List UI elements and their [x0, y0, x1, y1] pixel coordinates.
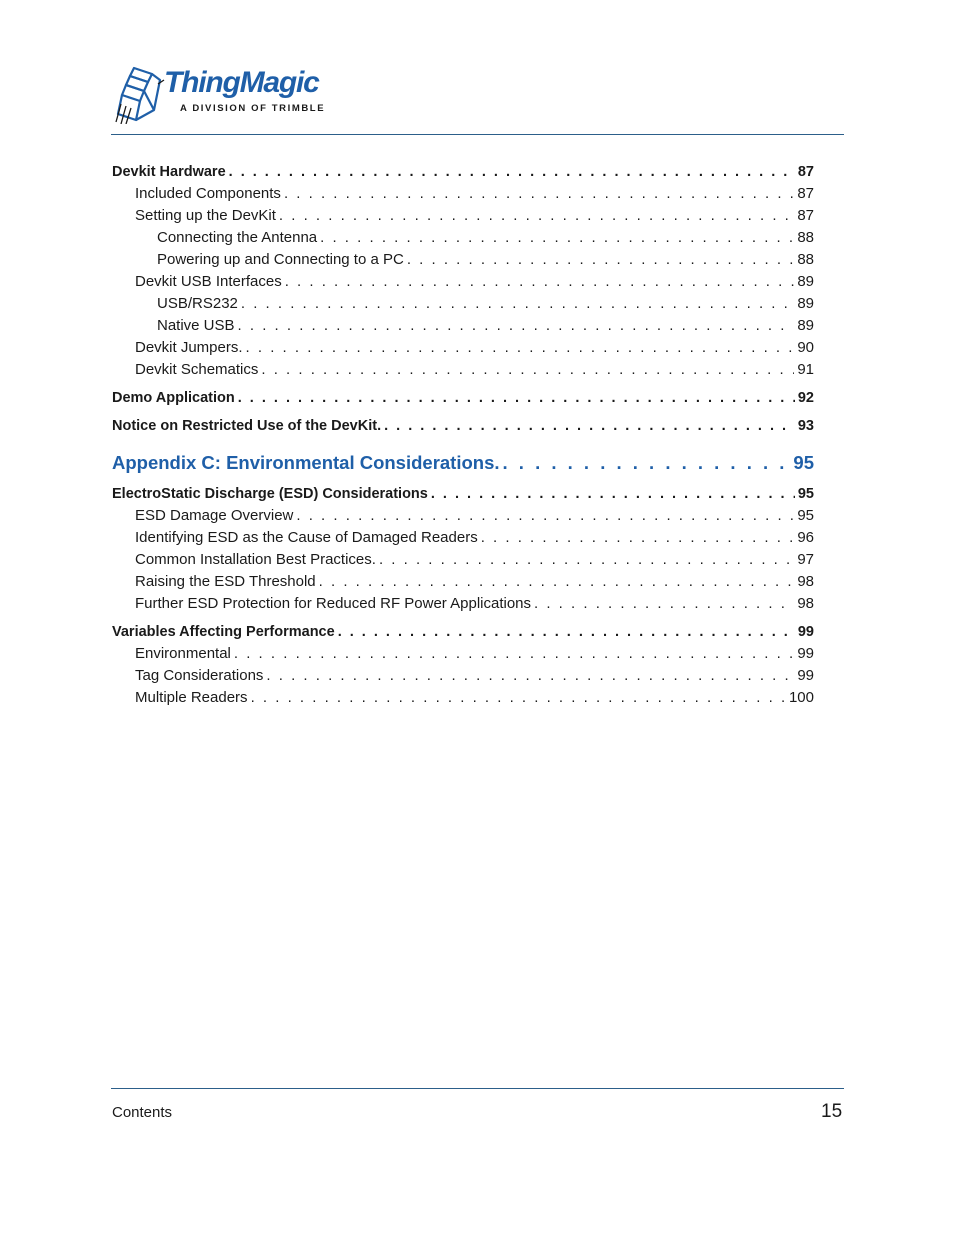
footer-rule: [111, 1088, 844, 1089]
toc-dot-leader: [320, 227, 794, 249]
toc-entry-level-2[interactable]: [112, 527, 814, 549]
toc-entry-level-2[interactable]: [112, 687, 814, 709]
toc-entry-level-2[interactable]: [112, 549, 814, 571]
toc-entry-page: 89: [797, 273, 814, 290]
toc-entry-page: 99: [797, 645, 814, 662]
toc-entry-page: 87: [797, 164, 814, 180]
toc-dot-leader: [246, 337, 795, 359]
toc-entry-title: Tag Considerations: [135, 667, 264, 684]
toc-entry-level-2[interactable]: [112, 643, 814, 665]
toc-entry-title: Variables Affecting Performance: [112, 624, 335, 640]
logo-wordmark: ThingMagic: [164, 66, 319, 99]
toc-entry-page: 95: [797, 486, 814, 502]
toc-entry-page: 99: [797, 667, 814, 684]
toc-entry-level-2[interactable]: [112, 337, 814, 359]
toc-entry-title: Included Components: [135, 185, 281, 202]
toc-entry-page: 90: [797, 339, 814, 356]
toc-entry-page: 89: [797, 317, 814, 334]
toc-entry-page: 88: [797, 251, 814, 268]
toc-dot-leader: [284, 183, 794, 205]
toc-entry-title: Identifying ESD as the Cause of Damaged Readers: [135, 529, 478, 546]
toc-entry-title: Setting up the DevKit: [135, 207, 276, 224]
toc-entry-title: Appendix C: Environmental Considerations.: [112, 452, 500, 473]
toc-entry-level-1[interactable]: [112, 483, 814, 505]
toc-dot-leader: [338, 621, 795, 643]
toc-entry-title: Further ESD Protection for Reduced RF Power Applications: [135, 595, 532, 612]
toc-entry-title: Raising the ESD Threshold: [135, 573, 316, 590]
toc-entry-title: Environmental: [135, 645, 231, 662]
toc-entry-page: 97: [797, 551, 814, 568]
toc-entry-page: 91: [797, 361, 814, 378]
toc-entry-title: Multiple Readers: [135, 689, 248, 706]
toc-dot-leader: [234, 643, 794, 665]
toc-dot-leader: [503, 449, 791, 477]
toc-entry-title: Devkit Schematics: [135, 361, 259, 378]
toc-entry-page: 96: [797, 529, 814, 546]
toc-entry-title: Connecting the Antenna: [157, 229, 318, 246]
toc-entry-level-3[interactable]: [112, 315, 814, 337]
toc-dot-leader: [238, 315, 795, 337]
thingmagic-logo: [114, 62, 329, 126]
toc-entry-page: 98: [797, 595, 814, 612]
toc-dot-leader: [266, 665, 794, 687]
toc-entry-title: Devkit Jumpers.: [135, 339, 243, 356]
toc-entry-level-1[interactable]: [112, 621, 814, 643]
toc-dot-leader: [261, 359, 794, 381]
toc-entry-title: ESD Damage Overview: [135, 507, 294, 524]
toc-dot-leader: [285, 271, 795, 293]
toc-entry-title: Devkit Hardware: [112, 164, 226, 180]
toc-entry-level-2[interactable]: [112, 665, 814, 687]
logo-tagline: A DIVISION OF TRIMBLE: [180, 103, 326, 114]
toc-entry-page: 87: [797, 185, 814, 202]
toc-entry-level-1[interactable]: [112, 415, 814, 437]
toc-entry-page: 93: [797, 418, 814, 434]
toc-appendix-entry[interactable]: [112, 449, 814, 477]
toc-entry-title: ElectroStatic Discharge (ESD) Considerations: [112, 486, 428, 502]
footer-page-number: 15: [821, 1101, 843, 1122]
header-rule: [111, 134, 844, 135]
toc-dot-leader: [481, 527, 795, 549]
toc-entry-level-3[interactable]: [112, 293, 814, 315]
toc-entry-page: 89: [797, 295, 814, 312]
toc-spacer: [112, 437, 814, 449]
toc-entry-title: USB/RS232: [157, 295, 238, 312]
toc-entry-page: 87: [797, 207, 814, 224]
toc-entry-page: 100: [788, 689, 814, 706]
toc-entry-level-1[interactable]: [112, 387, 814, 409]
toc-entry-level-2[interactable]: [112, 359, 814, 381]
toc-entry-level-1[interactable]: [112, 161, 814, 183]
toc-dot-leader: [251, 687, 786, 709]
toc-dot-leader: [534, 593, 794, 615]
toc-dot-leader: [296, 505, 794, 527]
toc-entry-title: Notice on Restricted Use of the DevKit.: [112, 418, 382, 434]
toc-entry-level-2[interactable]: [112, 593, 814, 615]
toc-entry-title: Devkit USB Interfaces: [135, 273, 282, 290]
toc-dot-leader: [384, 415, 795, 437]
toc-entry-level-2[interactable]: [112, 505, 814, 527]
toc-entry-level-2[interactable]: [112, 183, 814, 205]
toc-dot-leader: [319, 571, 795, 593]
toc-entry-page: 95: [797, 507, 814, 524]
toc-entry-level-3[interactable]: [112, 227, 814, 249]
toc-entry-title: Demo Application: [112, 390, 235, 406]
toc-entry-level-3[interactable]: [112, 249, 814, 271]
toc-entry-page: 99: [797, 624, 814, 640]
toc-entry-level-2[interactable]: [112, 571, 814, 593]
table-of-contents: [112, 161, 814, 709]
toc-entry-title: Native USB: [157, 317, 235, 334]
toc-dot-leader: [279, 205, 794, 227]
toc-entry-title: Powering up and Connecting to a PC: [157, 251, 404, 268]
toc-entry-title: Common Installation Best Practices.: [135, 551, 376, 568]
toc-dot-leader: [407, 249, 794, 271]
toc-entry-page: 92: [797, 390, 814, 406]
toc-entry-level-2[interactable]: [112, 271, 814, 293]
logo-mark-icon: [114, 64, 166, 124]
toc-dot-leader: [229, 161, 795, 183]
toc-entry-page: 95: [793, 452, 814, 473]
toc-dot-leader: [379, 549, 794, 571]
toc-entry-level-2[interactable]: [112, 205, 814, 227]
toc-dot-leader: [241, 293, 794, 315]
toc-entry-page: 88: [797, 229, 814, 246]
toc-dot-leader: [238, 387, 795, 409]
toc-dot-leader: [431, 483, 795, 505]
footer-section-label: Contents: [112, 1104, 173, 1121]
toc-entry-page: 98: [797, 573, 814, 590]
